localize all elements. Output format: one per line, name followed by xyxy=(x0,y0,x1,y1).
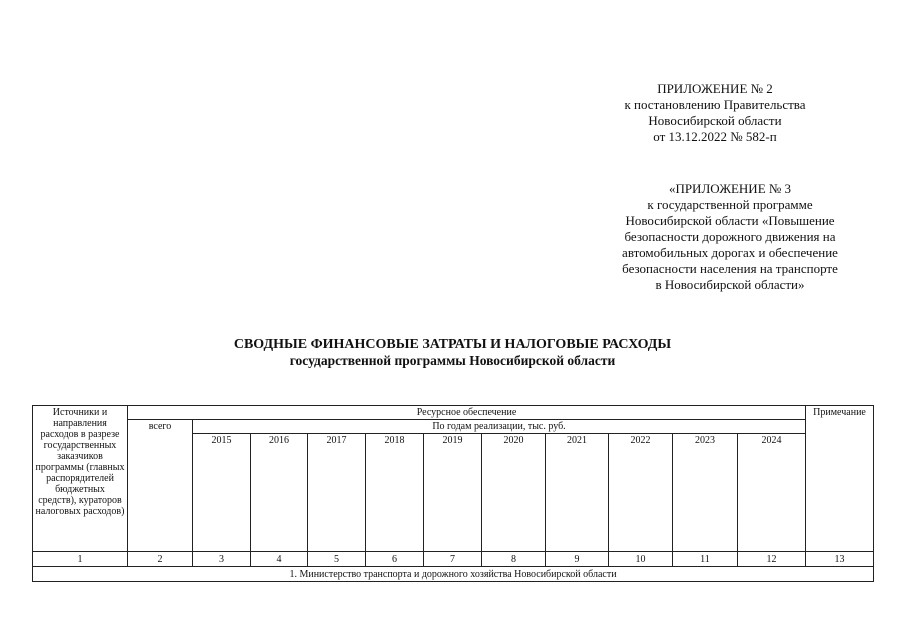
appendix-2-line: ПРИЛОЖЕНИЕ № 2 xyxy=(657,81,773,96)
column-number: 5 xyxy=(308,552,366,567)
appendix-3-line: в Новосибирской области» xyxy=(655,277,805,292)
appendix-2-line: Новосибирской области xyxy=(648,113,782,128)
financial-costs-table xyxy=(32,405,874,582)
header-year: 2024 xyxy=(738,434,806,552)
header-resources: Ресурсное обеспечение xyxy=(128,406,806,420)
column-number: 13 xyxy=(806,552,874,567)
header-year: 2018 xyxy=(366,434,424,552)
appendix-3-line: к государственной программе xyxy=(647,197,813,212)
appendix-3-line: автомобильных дорогах и обеспечение xyxy=(622,245,838,260)
header-row-2 xyxy=(33,420,874,434)
column-number-row xyxy=(33,552,874,567)
header-year: 2022 xyxy=(609,434,673,552)
header-note: Примечание xyxy=(806,406,874,552)
column-number: 10 xyxy=(609,552,673,567)
appendix-3-line: Новосибирской области «Повышение xyxy=(625,213,835,228)
document-title xyxy=(0,337,905,369)
appendix-2-line: к постановлению Правительства xyxy=(624,97,806,112)
appendix-3-line: безопасности населения на транспорте xyxy=(622,261,838,276)
header-year: 2017 xyxy=(308,434,366,552)
column-number: 2 xyxy=(128,552,193,567)
header-year: 2020 xyxy=(482,434,546,552)
header-year: 2023 xyxy=(673,434,738,552)
appendix-2-header xyxy=(570,81,860,145)
header-by-years: По годам реализации, тыс. руб. xyxy=(193,420,806,434)
header-year: 2015 xyxy=(193,434,251,552)
header-year: 2021 xyxy=(546,434,609,552)
column-number: 7 xyxy=(424,552,482,567)
header-total: всего xyxy=(128,420,193,552)
column-number: 11 xyxy=(673,552,738,567)
appendix-3-header xyxy=(585,181,875,293)
column-number: 6 xyxy=(366,552,424,567)
column-number: 12 xyxy=(738,552,806,567)
document-title-main: СВОДНЫЕ ФИНАНСОВЫЕ ЗАТРАТЫ И НАЛОГОВЫЕ РАСХОДЫ xyxy=(233,337,672,352)
column-number: 4 xyxy=(251,552,308,567)
header-year: 2016 xyxy=(251,434,308,552)
column-number: 8 xyxy=(482,552,546,567)
column-number: 1 xyxy=(33,552,128,567)
header-sources: Источники и направления расходов в разрезе государственных заказчиков программы (главных распорядителей бюджетных средств), кураторов налоговых расходов) xyxy=(33,406,128,552)
appendix-2-line: от 13.12.2022 № 582-п xyxy=(653,129,777,144)
document-title-sub: государственной программы Новосибирской области xyxy=(289,353,616,368)
appendix-3-line: «ПРИЛОЖЕНИЕ № 3 xyxy=(668,181,792,196)
column-number: 3 xyxy=(193,552,251,567)
section-row xyxy=(33,567,874,582)
section-row-title: 1. Министерство транспорта и дорожного хозяйства Новосибирской области xyxy=(33,567,874,582)
header-row-1 xyxy=(33,406,874,420)
appendix-3-line: безопасности дорожного движения на xyxy=(624,229,836,244)
column-number: 9 xyxy=(546,552,609,567)
header-year: 2019 xyxy=(424,434,482,552)
